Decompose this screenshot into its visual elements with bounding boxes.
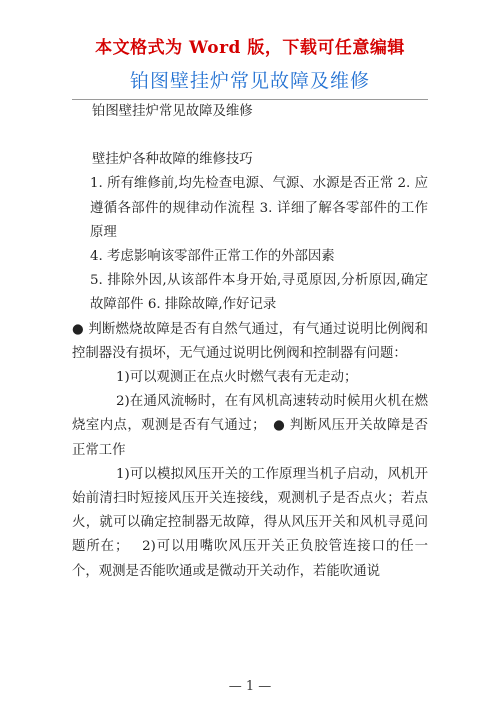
spacer (90, 124, 428, 148)
document-title: 铂图壁挂炉常见故障及维修 (129, 70, 370, 92)
subtitle: 铂图壁挂炉常见故障及维修 (92, 104, 253, 119)
paragraph-7: 1)可以模拟风压开关的工作原理当机子启动，风机开始前清扫时短接风压开关连接线，观测机子是否点火；若点火，就可以确定控制器无故障，得从风压开关和风机寻觅问题所在； 2)可以用嘴吹风压开关正负胶管连接口的任一个，观测是否能吹通或是微动开关动作，若能吹通说 (72, 466, 428, 579)
paragraph-1: 1. 所有维修前,均先检查电源、气源、水源是否正常 2. 应遵循各部件的规律动作流程 3. 详细了解各零部件的工作原理 (90, 176, 428, 240)
paragraph-2: 4. 考虑影响该零部件正常工作的外部因素 (90, 249, 335, 265)
section-heading: 壁挂炉各种故障的维修技巧 (92, 152, 253, 168)
document-body (72, 100, 428, 584)
paragraph-4: ● 判断燃烧故障是否有自然气通过，有气通过说明比例阀和控制器没有损坏，无气通过说明比例阀和控制器有问题： (72, 321, 428, 361)
paragraph-6: 2)在通风流畅时，在有风机高速转动时候用火机在燃烧室内点，观测是否有气通过； ● 判断风压开关故障是否正常工作 (72, 394, 428, 458)
paragraph-3: 5. 排除外因,从该部件本身开始,寻觅原因,分析原因,确定故障部件 6. 排除故障,作好记录 (90, 273, 428, 313)
paragraph-5: 1)可以观测正在点火时燃气表有无走动； (116, 370, 358, 386)
format-banner: 本文格式为 Word 版，下载可任意编辑 (95, 38, 405, 58)
page-number: — 1 — (228, 679, 272, 694)
